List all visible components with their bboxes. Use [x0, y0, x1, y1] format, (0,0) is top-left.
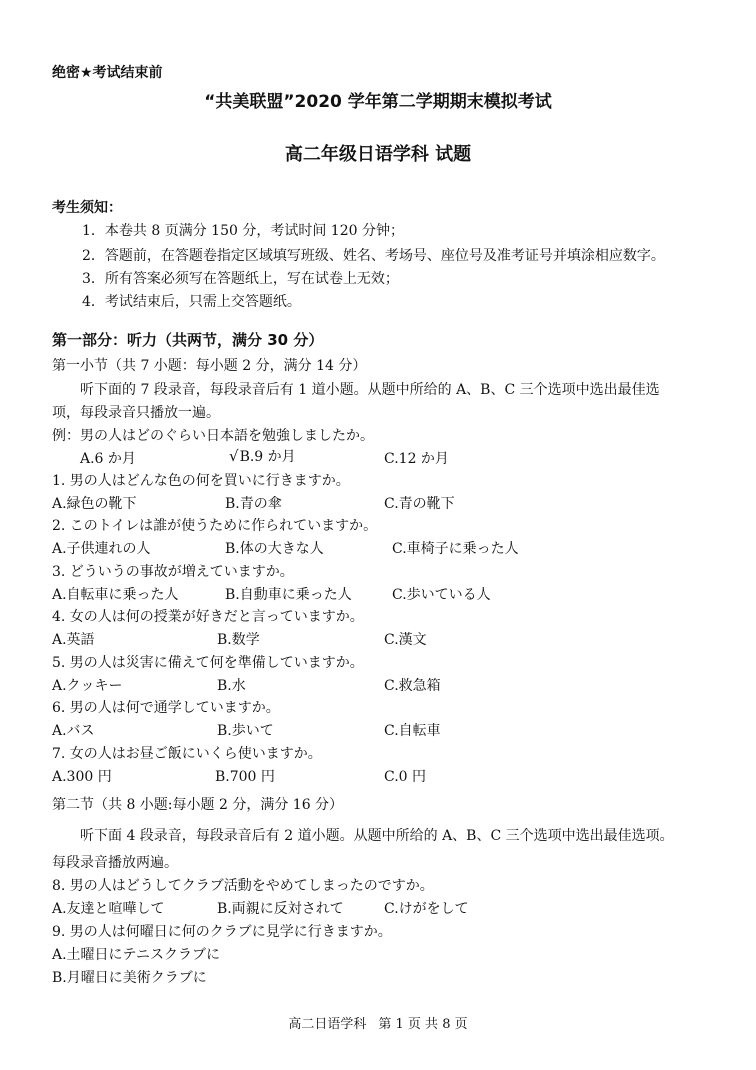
q1-option-a: A.緑色の靴下 [52, 496, 137, 512]
q1-option-c: C.青の靴下 [384, 496, 455, 512]
q2-option-b: B.体の大きな人 [225, 541, 324, 557]
question-1: 1. 男の人はどんな色の何を買いに行きますか。 [52, 473, 350, 489]
q2-option-a: A.子供連れの人 [52, 541, 151, 557]
section2-instructions: 听下面 4 段录音，每段录音后有 2 道小题。从题中所给的 A、B、C 三个选项中选出最佳选项。 [80, 828, 674, 844]
question-6: 6. 男の人は何で通学していますか。 [52, 700, 280, 716]
part1-heading: 第一部分：听力（共两节，满分 30 分） [52, 331, 324, 349]
question-4: 4. 女の人は何の授業が好きだと言っていますか。 [52, 609, 364, 625]
notice-item: 1．本卷共 8 页满分 150 分，考试时间 120 分钟； [82, 223, 404, 239]
q9-option-a: A.土曜日にテニスクラブに [52, 947, 220, 963]
example-option-a: A.6 か月 [80, 451, 136, 467]
q3-option-c: C.歩いている人 [392, 587, 491, 603]
q5-option-c: C.救急箱 [384, 678, 441, 694]
q7-option-a: A.300 円 [52, 769, 112, 785]
q8-option-c: C.けがをして [384, 901, 469, 917]
q7-option-c: C.0 円 [384, 769, 427, 785]
q7-option-b: B.700 円 [215, 769, 275, 785]
question-7: 7. 女の人はお昼ご飯にいくら使いますか。 [52, 746, 322, 762]
notice-item: 2．答题前，在答题卷指定区域填写班级、姓名、考场号、座位号及准考证号并填涂相应数字。 [82, 248, 665, 264]
q8-option-a: A.友達と喧嘩して [52, 901, 165, 917]
example-option-b-label: B.9 か月 [239, 449, 296, 465]
check-mark-icon: √ [229, 447, 239, 465]
question-3: 3. どういうの事故が増えていますか。 [52, 564, 294, 580]
question-2: 2. このトイレは誰が使うために作られていますか。 [52, 518, 378, 534]
q6-option-a: A.バス [52, 723, 95, 739]
question-8: 8. 男の人はどうしてクラブ活動をやめてしまったのですか。 [52, 878, 434, 894]
section2-heading: 第二节（共 8 小题:每小题 2 分，满分 16 分） [52, 797, 344, 813]
example-option-b [229, 449, 296, 464]
q4-option-b: B.数学 [217, 632, 260, 648]
q5-option-b: B.水 [217, 678, 246, 694]
q8-option-b: B.両親に反対されて [217, 901, 344, 917]
notice-item: 3．所有答案必须写在答题纸上，写在试卷上无效； [82, 271, 399, 287]
q4-option-a: A.英語 [52, 632, 95, 648]
section2-instructions-cont: 每段录音播放两遍。 [52, 855, 178, 871]
section1-heading: 第一小节（共 7 小题：每小题 2 分，满分 14 分） [52, 358, 367, 374]
notice-heading: 考生须知： [52, 200, 122, 216]
example-option-c: C.12 か月 [384, 451, 449, 467]
footer-page-number: 第 1 页 共 8 页 [378, 1017, 468, 1032]
q9-option-b: B.月曜日に美術クラブに [52, 970, 207, 986]
section1-instructions: 听下面的 7 段录音，每段录音后有 1 道小题。从题中所给的 A、B、C 三个选项中选出最佳选 [80, 382, 660, 398]
confidential-label: 绝密★考试结束前 [52, 65, 163, 81]
q6-option-b: B.歩いて [217, 723, 274, 739]
exam-subtitle: 高二年级日语学科 试题 [284, 144, 472, 165]
q4-option-c: C.漢文 [384, 632, 427, 648]
q3-option-b: B.自動車に乗った人 [225, 587, 352, 603]
q5-option-a: A.クッキー [52, 678, 123, 694]
q3-option-a: A.自転車に乗った人 [52, 587, 179, 603]
page-footer [0, 1018, 756, 1031]
section1-instructions-cont: 项，每段录音只播放一遍。 [52, 405, 220, 421]
q1-option-b: B.青の傘 [225, 496, 282, 512]
notice-item: 4．考试结束后，只需上交答题纸。 [82, 294, 301, 310]
question-5: 5. 男の人は災害に備えて何を準備していますか。 [52, 655, 364, 671]
q6-option-c: C.自転車 [384, 723, 441, 739]
exam-title: “共美联盟”2020 学年第二学期期末模拟考试 [204, 92, 552, 112]
example-question: 例：男の人はどのぐらい日本語を勉強しましたか。 [52, 428, 374, 444]
footer-subject: 高二日语学科 [288, 1017, 367, 1032]
q2-option-c: C.車椅子に乗った人 [392, 541, 519, 557]
question-9: 9. 男の人は何曜日に何のクラブに見学に行きますか。 [52, 924, 392, 940]
